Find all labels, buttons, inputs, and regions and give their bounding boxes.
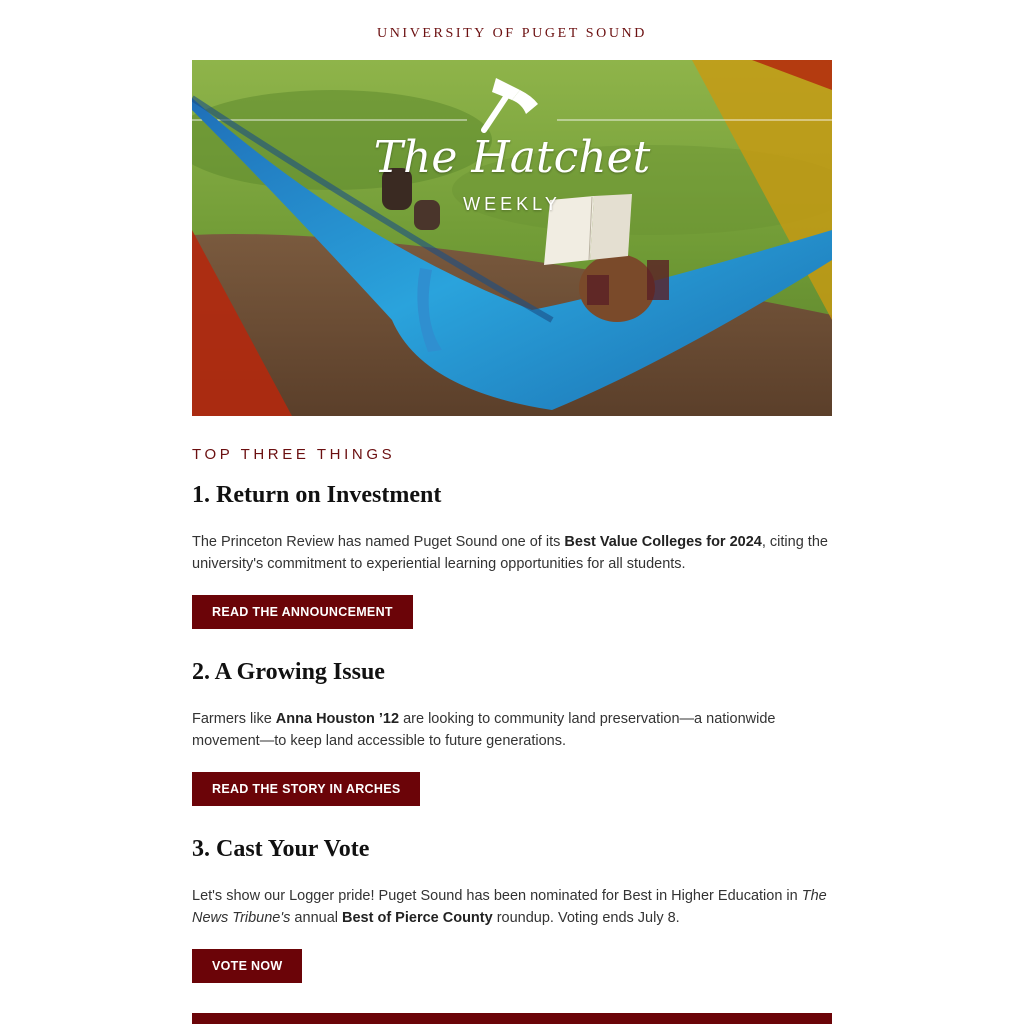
item-body: Let's show our Logger pride! Puget Sound has been nominated for Best in Higher Education in The News Tribune's annual Best of Pierce County roundup. Voting ends July 8. [192,888,827,926]
item-heading: 2. A Growing Issue [192,659,385,685]
read-story-button[interactable]: READ THE STORY IN ARCHES [192,772,420,806]
university-name: UNIVERSITY OF PUGET SOUND [377,26,647,41]
news-item-3 [192,836,832,973]
item-body: Farmers like Anna Houston ’12 are looking to community land preservation—a nationwide movement—to keep land accessible to future generations. [192,711,776,749]
news-item-1 [192,482,832,619]
hero-subtitle: WEEKLY [463,194,561,214]
hero-banner[interactable] [192,60,832,416]
item-heading: 3. Cast Your Vote [192,836,370,862]
news-item-2 [192,659,832,796]
item-body: The Princeton Review has named Puget Sound one of its Best Value Colleges for 2024, citing the university's commitment to experiential learning opportunities for all students. [192,534,828,572]
hero-image [192,60,832,416]
hero-title: The Hatchet [373,132,651,183]
vote-now-button[interactable]: VOTE NOW [192,949,302,983]
item-heading: 1. Return on Investment [192,482,442,508]
read-announcement-button[interactable]: READ THE ANNOUNCEMENT [192,595,413,629]
footer-bar [192,1013,832,1024]
section-label: TOP THREE THINGS [192,446,396,463]
